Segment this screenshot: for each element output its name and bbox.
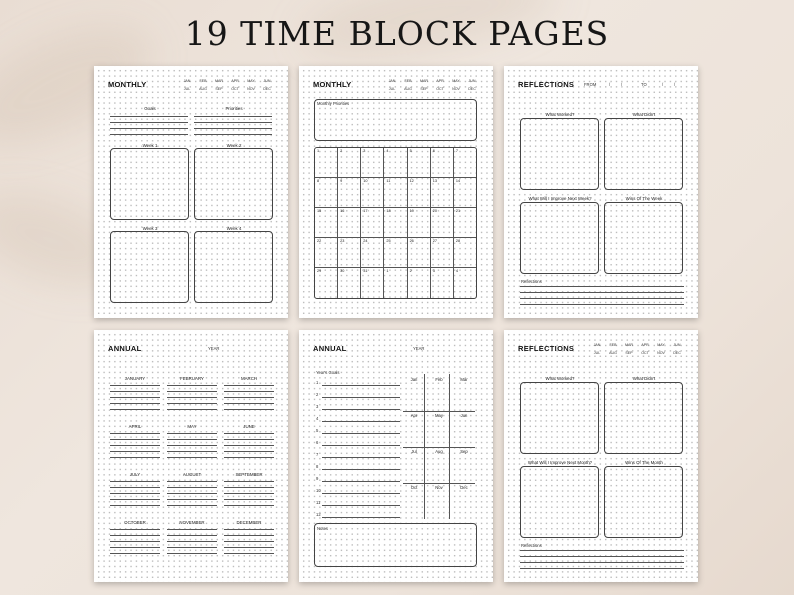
goal-line [322, 421, 400, 422]
month-cell: Jul [411, 449, 417, 454]
month-label: JULY [129, 472, 141, 477]
calendar-day: 14 [455, 179, 461, 183]
calendar-day: 25 [384, 238, 407, 267]
page-title: REFLECTIONS [518, 80, 575, 89]
month-label: FEBRUARY [180, 376, 204, 381]
week-box [194, 148, 273, 220]
reflections-lines [520, 550, 684, 574]
calendar-day: 2 [338, 148, 361, 177]
month-label: JANUARY [124, 376, 146, 381]
calendar-day: 7 [455, 149, 458, 153]
reflection-box [520, 382, 599, 454]
month-cell: Mar [460, 377, 468, 382]
goal-number: 8 [316, 464, 319, 469]
calendar-day: 2 [408, 268, 431, 298]
calendar-row [315, 268, 476, 298]
reflection-box [604, 118, 683, 190]
goal-line [322, 385, 400, 386]
reflections-label: Reflections [521, 543, 542, 548]
month-cell: Jun [460, 413, 468, 418]
calendar-day: 20 [431, 208, 454, 237]
month-lines [224, 529, 274, 559]
month-cell: Aug [435, 449, 443, 454]
calendar-day: 30 [338, 268, 361, 298]
week-label: Week 2 [226, 143, 242, 148]
month-label: MARCH [240, 376, 258, 381]
page-title: ANNUAL [108, 344, 142, 353]
reflection-box [604, 382, 683, 454]
month-grid: JAN FEB MAR APR MAY JUN JUL AUG SEP OCT NOV DEC [593, 343, 681, 355]
week-label: Week 4 [226, 226, 242, 231]
goals-label: Year's Goals [316, 370, 340, 375]
date-slash: / [609, 82, 611, 87]
divider [403, 483, 475, 484]
goals-label: Goals [144, 106, 156, 111]
goal-line [322, 505, 400, 506]
reflection-box [520, 466, 599, 538]
calendar-row [315, 208, 476, 238]
year-label: YEAR [208, 346, 220, 351]
priorities-label: Priorities [225, 106, 243, 111]
month-cell: Feb [435, 377, 443, 382]
reflection-box [604, 202, 683, 274]
date-slash: / [662, 82, 664, 87]
month-label: DECEMBER [236, 520, 262, 525]
month-lines [110, 481, 160, 511]
goals-lines [110, 116, 188, 140]
calendar-day: 3 [431, 268, 454, 298]
month-cell: Oct [410, 485, 418, 490]
calendar-day: 12 [408, 178, 431, 207]
month-label: OCTOBER [124, 520, 146, 525]
notes-box [314, 523, 477, 567]
box-label: What Worked? [545, 112, 575, 117]
box-label: What Will I Improve Next Month? [527, 460, 593, 465]
calendar-day: 1 [315, 148, 338, 177]
page-annual-goals [299, 330, 493, 582]
month-lines [167, 385, 217, 415]
page-title: ANNUAL [313, 344, 347, 353]
calendar-day: 16 [338, 208, 361, 237]
box-label: What Didn't [632, 376, 656, 381]
month-lines [167, 481, 217, 511]
goal-number: 1 [316, 380, 319, 385]
date-slash: / [621, 82, 623, 87]
box-label: Wins Of The Month [625, 460, 663, 465]
notes-label: Notes [317, 526, 328, 531]
month-cell: Apr [410, 413, 418, 418]
month-label: AUGUST [182, 472, 202, 477]
calendar-day: 6 [431, 148, 454, 177]
box-label: What Will I Improve Next Week? [528, 196, 592, 201]
calendar-day: 3 [361, 148, 384, 177]
goal-number: 5 [316, 428, 319, 433]
page-monthly-weeks [94, 66, 288, 318]
date-slash: / [674, 82, 676, 87]
week-box [194, 231, 273, 303]
month-lines [110, 385, 160, 415]
from-label: FROM [584, 82, 597, 87]
goal-number: 4 [316, 416, 319, 421]
box-label: What Didn't [632, 112, 656, 117]
page-reflections-week [504, 66, 698, 318]
month-cell: Jan [410, 377, 418, 382]
calendar-day: 23 [338, 238, 361, 267]
month-label: SEPTEMBER [235, 472, 263, 477]
reflection-box [520, 202, 599, 274]
month-label: NOVEMBER [179, 520, 205, 525]
goal-number: 11 [316, 500, 321, 505]
week-box [110, 231, 189, 303]
calendar-day: 4 [455, 269, 458, 273]
month-lines [224, 385, 274, 415]
month-cell: Dec [460, 485, 468, 490]
goal-number: 2 [316, 392, 319, 397]
month-lines [167, 433, 217, 463]
goal-line [322, 433, 400, 434]
year-label: YEAR [413, 346, 425, 351]
box-label: Wins Of The Week [625, 196, 663, 201]
month-lines [224, 481, 274, 511]
goal-number: 10 [316, 488, 321, 493]
week-label: Week 3 [142, 226, 158, 231]
reflection-box [520, 118, 599, 190]
goal-line [322, 397, 400, 398]
goal-number: 7 [316, 452, 319, 457]
calendar-day: 11 [384, 178, 407, 207]
calendar-row [315, 238, 476, 268]
goal-line [322, 481, 400, 482]
calendar-day: 29 [315, 268, 338, 298]
page-monthly-calendar [299, 66, 493, 318]
calendar-day: 5 [408, 148, 431, 177]
calendar-day: 19 [408, 208, 431, 237]
month-lines [110, 433, 160, 463]
calendar-day: 27 [431, 238, 454, 267]
page-title: REFLECTIONS [518, 344, 575, 353]
calendar-grid [314, 147, 477, 299]
reflections-lines [520, 286, 684, 310]
week-box [110, 148, 189, 220]
goal-number: 9 [316, 476, 319, 481]
page-annual-months [94, 330, 288, 582]
calendar-day: 31 [361, 268, 384, 298]
month-grid: JAN FEB MAR APR MAY JUN JUL AUG SEP OCT NOV DEC [388, 79, 476, 91]
calendar-row [315, 148, 476, 178]
calendar-day: 9 [338, 178, 361, 207]
goal-line [322, 445, 400, 446]
goal-number: 12 [316, 512, 321, 517]
page-reflections-month [504, 330, 698, 582]
calendar-day: 13 [431, 178, 454, 207]
month-grid: JAN FEB MAR APR MAY JUN JUL AUG SEP OCT NOV DEC [183, 79, 271, 91]
priorities-lines [194, 116, 272, 140]
calendar-day: 22 [315, 238, 338, 267]
goal-number: 3 [316, 404, 319, 409]
month-cell: May [435, 413, 443, 418]
goal-line [322, 517, 400, 518]
divider [403, 447, 475, 448]
month-label: APRIL [128, 424, 142, 429]
calendar-row [315, 178, 476, 208]
calendar-day: 15 [315, 208, 338, 237]
goal-line [322, 493, 400, 494]
month-cell: Nov [435, 485, 443, 490]
goal-line [322, 469, 400, 470]
month-lines [167, 529, 217, 559]
calendar-day: 18 [384, 208, 407, 237]
calendar-day: 4 [384, 148, 407, 177]
box-label: What Worked? [545, 376, 575, 381]
week-label: Week 1 [142, 143, 158, 148]
headline: 19 TIME BLOCK PAGES [184, 14, 610, 53]
calendar-day: 10 [361, 178, 384, 207]
goal-line [322, 409, 400, 410]
month-cell: Sep [460, 449, 468, 454]
month-lines [224, 433, 274, 463]
calendar-day: 1 [384, 268, 407, 298]
goal-number: 6 [316, 440, 319, 445]
calendar-day: 28 [455, 239, 461, 243]
page-title: MONTHLY [108, 80, 147, 89]
to-label: TO [641, 82, 647, 87]
month-label: MAY [187, 424, 197, 429]
reflections-label: Reflections [521, 279, 542, 284]
month-lines [110, 529, 160, 559]
goal-line [322, 457, 400, 458]
calendar-day: 21 [455, 209, 461, 213]
page-title: MONTHLY [313, 80, 352, 89]
calendar-day: 24 [361, 238, 384, 267]
calendar-day: 8 [315, 178, 338, 207]
calendar-day: 17 [361, 208, 384, 237]
divider [403, 411, 475, 412]
reflection-box [604, 466, 683, 538]
priorities-label: Monthly Priorities [317, 101, 350, 106]
month-label: JUNE [243, 424, 255, 429]
calendar-day: 26 [408, 238, 431, 267]
